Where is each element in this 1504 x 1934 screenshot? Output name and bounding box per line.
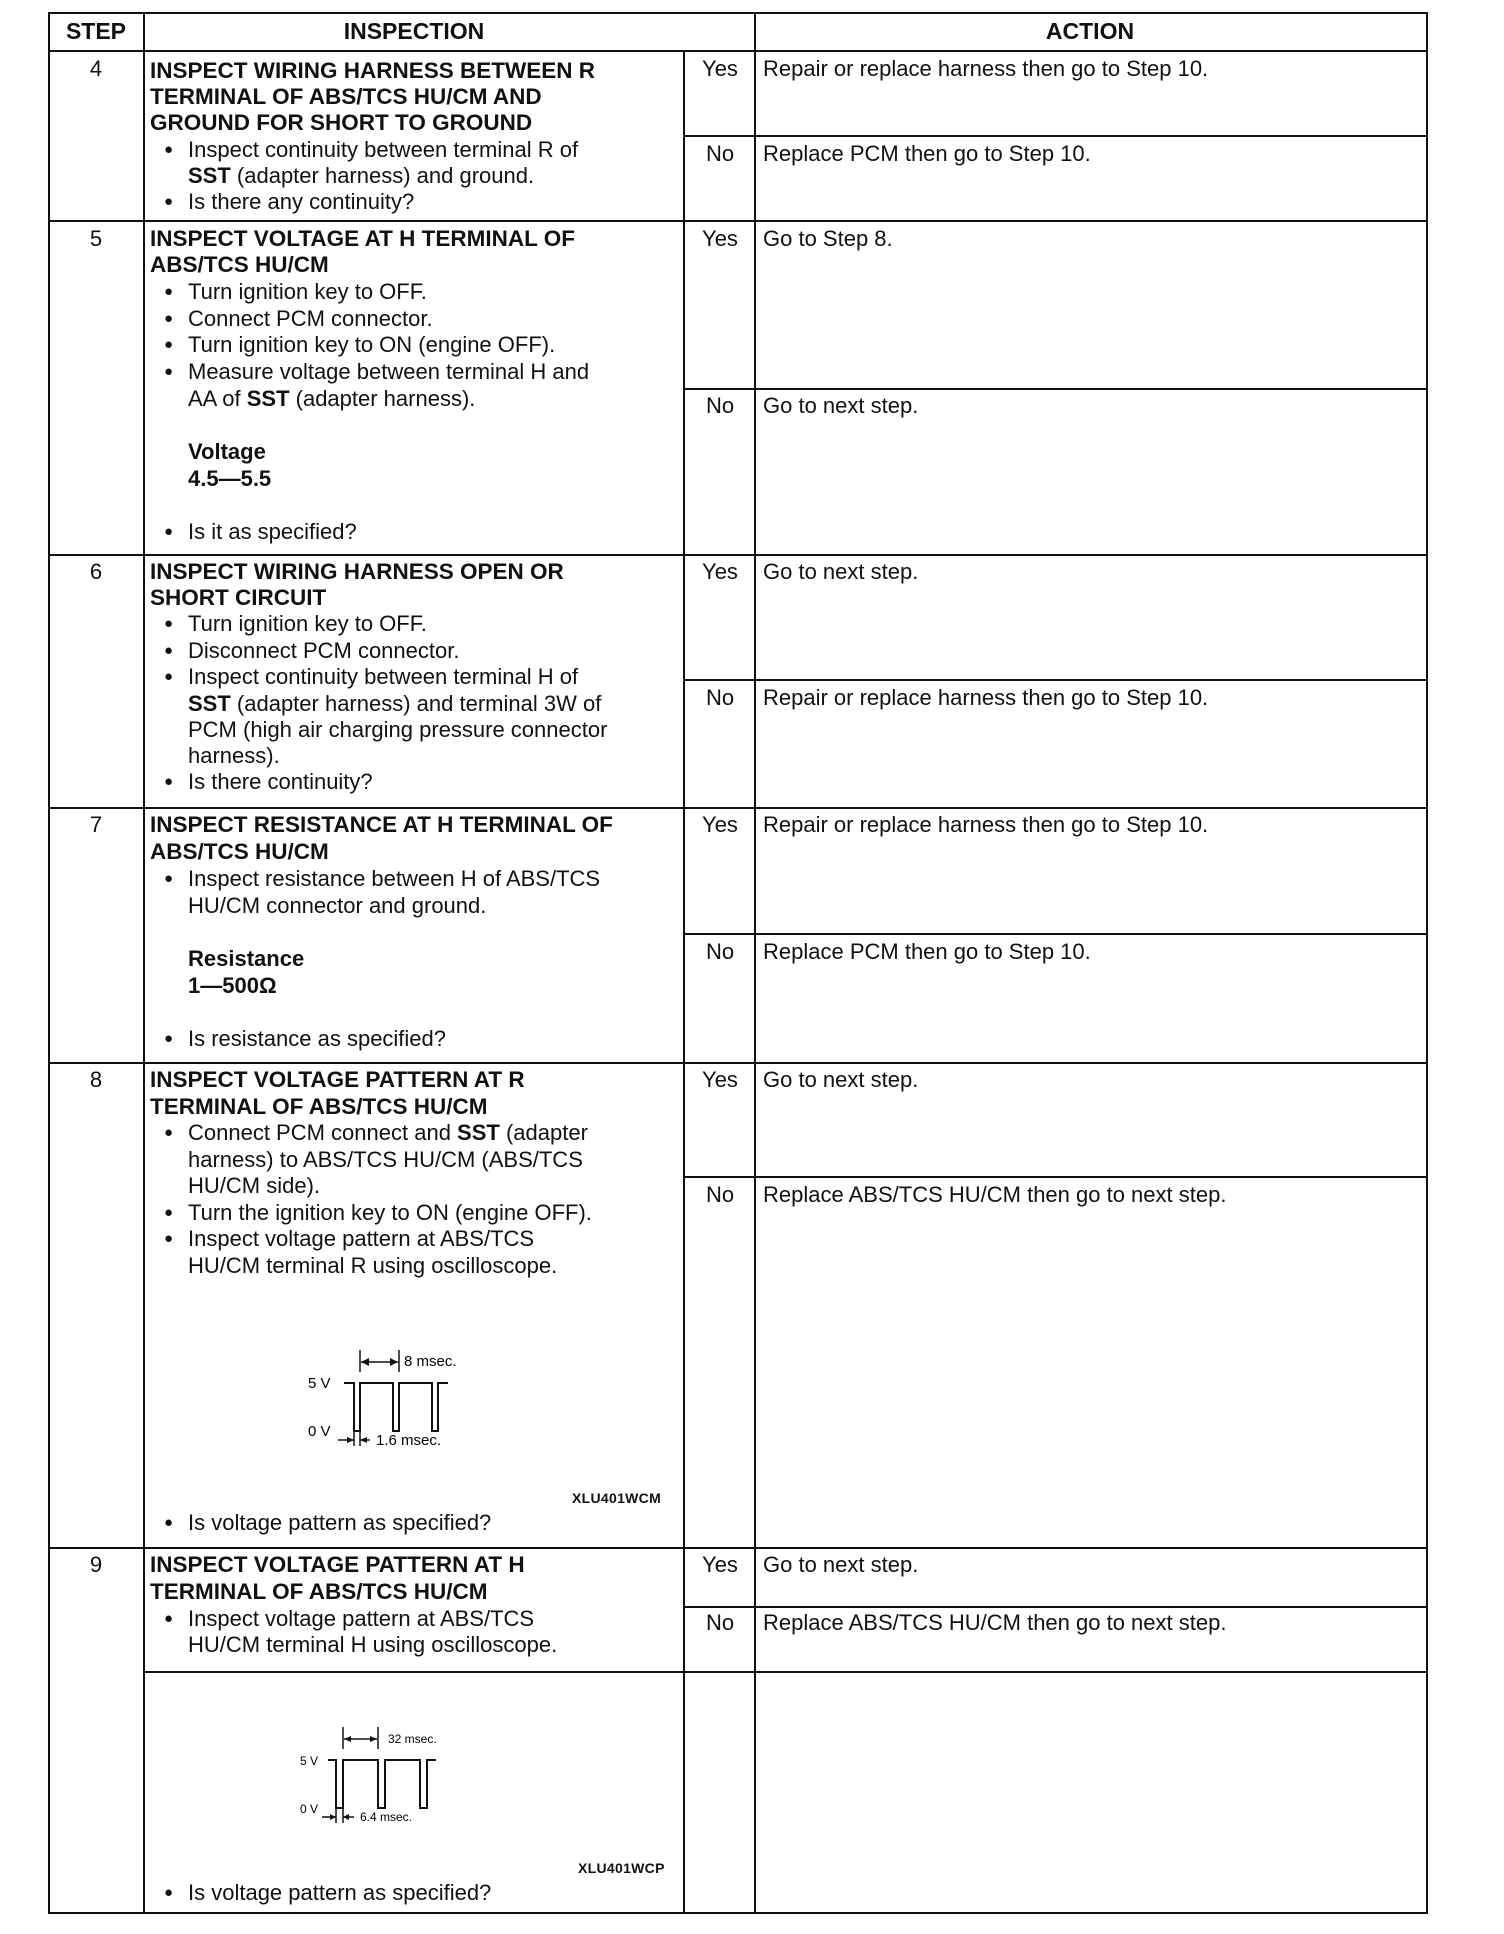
step-title-line: ABS/TCS HU/CM <box>150 839 329 864</box>
header-step: STEP <box>65 18 127 44</box>
answer-yes: Yes <box>702 559 738 584</box>
instruction-continued: HU/CM side). <box>188 1173 321 1198</box>
yes-no-divider <box>683 1176 1428 1178</box>
step-title-line: INSPECT VOLTAGE PATTERN AT R <box>150 1067 525 1092</box>
answer-no: No <box>705 393 735 418</box>
question-bullet: ● Is resistance as specified? <box>150 1026 446 1053</box>
instruction-bullet: ● Inspect continuity between terminal R of <box>150 137 578 164</box>
no-action: Repair or replace harness then go to Step 10. <box>763 685 1209 710</box>
instruction-continued: HU/CM terminal H using oscilloscope. <box>188 1632 558 1657</box>
instruction-bullet: ● Turn the ignition key to ON (engine OFF). <box>150 1200 592 1227</box>
yes-no-divider <box>683 135 1428 137</box>
row-divider <box>48 1062 1428 1064</box>
yes-action: Go to next step. <box>763 1552 919 1577</box>
answer-yes: Yes <box>702 1067 738 1092</box>
step-number: 8 <box>89 1067 103 1092</box>
step-title-line: INSPECT WIRING HARNESS BETWEEN R <box>150 58 596 83</box>
yes-action: Repair or replace harness then go to Step 10. <box>763 812 1209 837</box>
no-action: Replace ABS/TCS HU/CM then go to next step. <box>763 1610 1227 1635</box>
step-number: 4 <box>89 56 103 81</box>
waveform-trace <box>328 1760 436 1808</box>
waveform-high-label: 5 V <box>308 1375 331 1392</box>
instruction-bullet: ● Inspect voltage pattern at ABS/TCS <box>150 1606 534 1633</box>
question-bullet: ● Is voltage pattern as specified? <box>150 1880 491 1907</box>
row-divider <box>48 1547 1428 1549</box>
yes-no-divider <box>683 388 1428 390</box>
instruction-bullet: ● Inspect resistance between H of ABS/TCS <box>150 866 600 893</box>
instruction-bullet: ● Connect PCM connect and SST (adapter <box>150 1120 588 1147</box>
step-number: 6 <box>89 559 103 584</box>
step-number: 7 <box>89 812 103 837</box>
answer-yes: Yes <box>702 1552 738 1577</box>
step-title-line: SHORT CIRCUIT <box>150 585 327 610</box>
instruction-bullet: ● Connect PCM connector. <box>150 306 433 333</box>
instruction-continued: HU/CM connector and ground. <box>188 893 487 918</box>
row-divider <box>48 807 1428 809</box>
instruction-continued: SST (adapter harness) and ground. <box>188 163 535 188</box>
waveform-diagram <box>288 1717 528 1827</box>
question-bullet: ● Is there continuity? <box>150 769 373 796</box>
waveform-low-label: 0 V <box>308 1423 331 1440</box>
instruction-bullet: ● Inspect continuity between terminal H of <box>150 664 578 691</box>
yes-no-divider <box>683 933 1428 935</box>
spec-label: Resistance <box>188 946 305 971</box>
table-border-top <box>48 12 1428 14</box>
waveform-high-label: 5 V <box>300 1754 319 1768</box>
header-divider <box>48 50 1428 52</box>
question-bullet: ● Is it as specified? <box>150 519 357 546</box>
answer-yes: Yes <box>702 56 738 81</box>
table-border-right <box>1426 12 1428 1914</box>
step-column-divider <box>143 12 145 1914</box>
waveform-low-label: 0 V <box>300 1802 319 1816</box>
answer-no: No <box>705 685 735 710</box>
instruction-bullet: ● Turn ignition key to ON (engine OFF). <box>150 332 555 359</box>
answer-no: No <box>705 939 735 964</box>
step-title-line: INSPECT RESISTANCE AT H TERMINAL OF <box>150 812 613 837</box>
row-divider <box>48 220 1428 222</box>
low-width-label: 6.4 msec. <box>360 1810 413 1824</box>
table-border-bottom <box>48 1912 1428 1914</box>
instruction-continued: HU/CM terminal R using oscilloscope. <box>188 1253 558 1278</box>
figure-code: XLU401WCM <box>572 1490 662 1506</box>
low-width-label: 1.6 msec. <box>376 1432 442 1449</box>
step-number: 5 <box>89 226 103 251</box>
row-divider <box>143 1671 1428 1673</box>
step-title-line: TERMINAL OF ABS/TCS HU/CM AND <box>150 84 542 109</box>
period-label: 32 msec. <box>388 1732 437 1746</box>
row-divider <box>48 554 1428 556</box>
no-action: Replace ABS/TCS HU/CM then go to next step. <box>763 1182 1227 1207</box>
step-title-line: INSPECT WIRING HARNESS OPEN OR <box>150 559 564 584</box>
answer-yes: Yes <box>702 812 738 837</box>
yes-action: Go to next step. <box>763 559 919 584</box>
figure-code: XLU401WCP <box>578 1860 665 1876</box>
answer-no: No <box>705 141 735 166</box>
question-bullet: ● Is there any continuity? <box>150 189 414 216</box>
answer-no: No <box>705 1610 735 1635</box>
answer-yes: Yes <box>702 226 738 251</box>
yes-action: Repair or replace harness then go to Step 10. <box>763 56 1209 81</box>
step-title-line: TERMINAL OF ABS/TCS HU/CM <box>150 1094 488 1119</box>
instruction-continued: PCM (high air charging pressure connector <box>188 717 608 742</box>
header-inspection: INSPECTION <box>343 18 485 44</box>
spec-value: 1—500Ω <box>188 973 277 998</box>
inspection-table <box>48 12 1428 1916</box>
waveform-diagram <box>298 1342 538 1452</box>
yes-no-divider <box>683 1606 1428 1608</box>
step-title-line: GROUND FOR SHORT TO GROUND <box>150 110 533 135</box>
instruction-bullet: ● Turn ignition key to OFF. <box>150 611 427 638</box>
instruction-continued: AA of SST (adapter harness). <box>188 386 476 411</box>
question-bullet: ● Is voltage pattern as specified? <box>150 1510 491 1537</box>
no-action: Replace PCM then go to Step 10. <box>763 141 1091 166</box>
step-title-line: ABS/TCS HU/CM <box>150 252 329 277</box>
step-title-line: TERMINAL OF ABS/TCS HU/CM <box>150 1579 488 1604</box>
answer-no: No <box>705 1182 735 1207</box>
instruction-bullet: ● Disconnect PCM connector. <box>150 638 459 665</box>
yes-no-divider <box>683 679 1428 681</box>
step-number: 9 <box>89 1552 103 1577</box>
waveform-trace <box>344 1383 448 1431</box>
spec-label: Voltage <box>188 439 266 464</box>
yes-action: Go to next step. <box>763 1067 919 1092</box>
step-title-line: INSPECT VOLTAGE AT H TERMINAL OF <box>150 226 575 251</box>
spec-value: 4.5—5.5 <box>188 466 272 491</box>
instruction-bullet: ● Inspect voltage pattern at ABS/TCS <box>150 1226 534 1253</box>
instruction-continued: harness) to ABS/TCS HU/CM (ABS/TCS <box>188 1147 583 1172</box>
instruction-continued: SST (adapter harness) and terminal 3W of <box>188 691 602 716</box>
yes-action: Go to Step 8. <box>763 226 893 251</box>
instruction-bullet: ● Turn ignition key to OFF. <box>150 279 427 306</box>
no-action: Go to next step. <box>763 393 919 418</box>
period-label: 8 msec. <box>404 1353 457 1370</box>
step-title-line: INSPECT VOLTAGE PATTERN AT H <box>150 1552 525 1577</box>
instruction-bullet: ● Measure voltage between terminal H and <box>150 359 589 386</box>
instruction-continued: harness). <box>188 743 280 768</box>
header-action: ACTION <box>1045 18 1135 44</box>
no-action: Replace PCM then go to Step 10. <box>763 939 1091 964</box>
table-border-left <box>48 12 50 1914</box>
